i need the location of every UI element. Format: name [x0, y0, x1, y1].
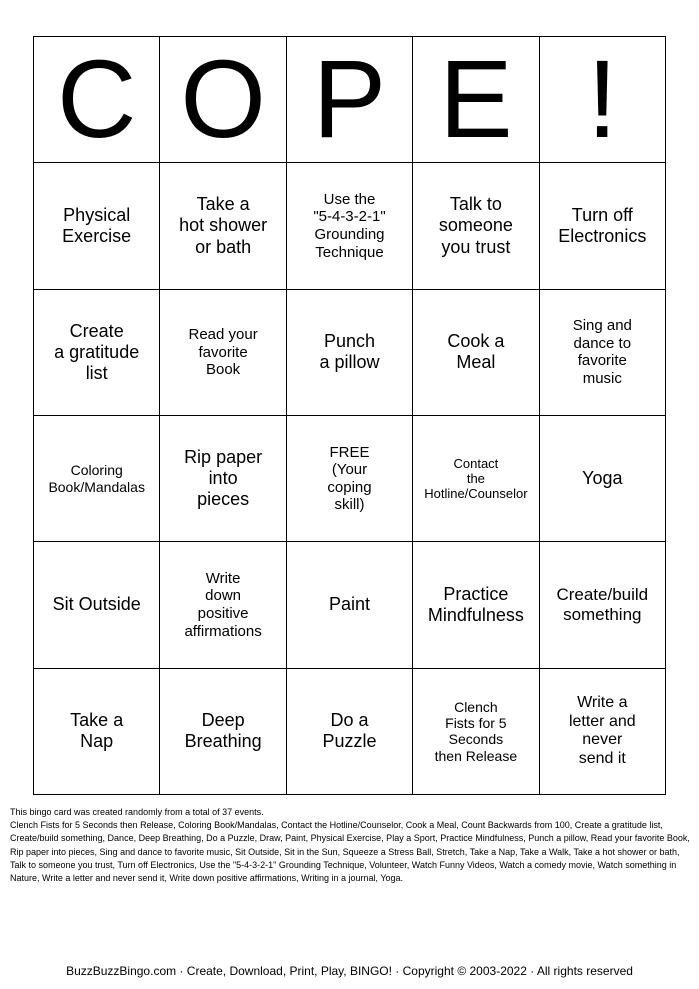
bingo-square: Practice Mindfulness	[413, 542, 539, 668]
bingo-square: Punch a pillow	[287, 290, 413, 416]
header-letter-c: C	[34, 37, 160, 163]
bingo-square: Contact the Hotline/Counselor	[413, 416, 539, 542]
bingo-square: Take a hot shower or bath	[160, 163, 286, 289]
bingo-square: Do a Puzzle	[287, 669, 413, 795]
events-info	[10, 806, 690, 885]
bingo-square: Sit Outside	[34, 542, 160, 668]
bingo-square: Turn off Electronics	[540, 163, 666, 289]
free-square: FREE (Your coping skill)	[287, 416, 413, 542]
bingo-square: Read your favorite Book	[160, 290, 286, 416]
bingo-square: Cook a Meal	[413, 290, 539, 416]
bingo-square: Deep Breathing	[160, 669, 286, 795]
header-letter-p: P	[287, 37, 413, 163]
bingo-square: Create a gratitude list	[34, 290, 160, 416]
bingo-square: Yoga	[540, 416, 666, 542]
bingo-square: Write down positive affirmations	[160, 542, 286, 668]
bingo-square: Take a Nap	[34, 669, 160, 795]
bingo-card	[33, 36, 666, 795]
header-letter-e: E	[413, 37, 539, 163]
bingo-square: Clench Fists for 5 Seconds then Release	[413, 669, 539, 795]
bingo-square: Talk to someone you trust	[413, 163, 539, 289]
bingo-square: Physical Exercise	[34, 163, 160, 289]
bingo-square: Coloring Book/Mandalas	[34, 416, 160, 542]
bingo-square: Create/build something	[540, 542, 666, 668]
bingo-square: Use the "5-4-3-2-1" Grounding Technique	[287, 163, 413, 289]
created-note: This bingo card was created randomly from a total of 37 events.	[10, 807, 264, 817]
bingo-square: Rip paper into pieces	[160, 416, 286, 542]
events-list: Clench Fists for 5 Seconds then Release, Coloring Book/Mandalas, Contact the Hotline/Counselor, Cook a Meal, Count Backwards from 100, Create a gratitude list, Create/build something, Dance, Deep Breathing, Do a Puzzle, Draw, Paint, Physical Exercise, Play a Sport, Practice Mindfulness, Punch a pillow, Read your favorite Book, Rip paper into pieces, Sing and dance to favorite music, Sit Outside, Sit in the Sun, Squeeze a Stress Ball, Stretch, Take a Nap, Take a Walk, Take a hot shower or bath, Talk to someone you trust, Turn off Electronics, Use the "5-4-3-2-1" Grounding Technique, Volunteer, Watch Funny Videos, Watch a comedy movie, Watch something in Nature, Write a letter and never send it, Write down positive affirmations, Writing in a journal, Yoga.	[10, 820, 690, 884]
header-letter-o: O	[160, 37, 286, 163]
bingo-square: Sing and dance to favorite music	[540, 290, 666, 416]
bingo-square: Paint	[287, 542, 413, 668]
header-exclamation: !	[540, 37, 666, 163]
page-footer: BuzzBuzzBingo.com · Create, Download, Print, Play, BINGO! · Copyright © 2003-2022 · All rights reserved	[66, 964, 633, 978]
bingo-square: Write a letter and never send it	[540, 669, 666, 795]
